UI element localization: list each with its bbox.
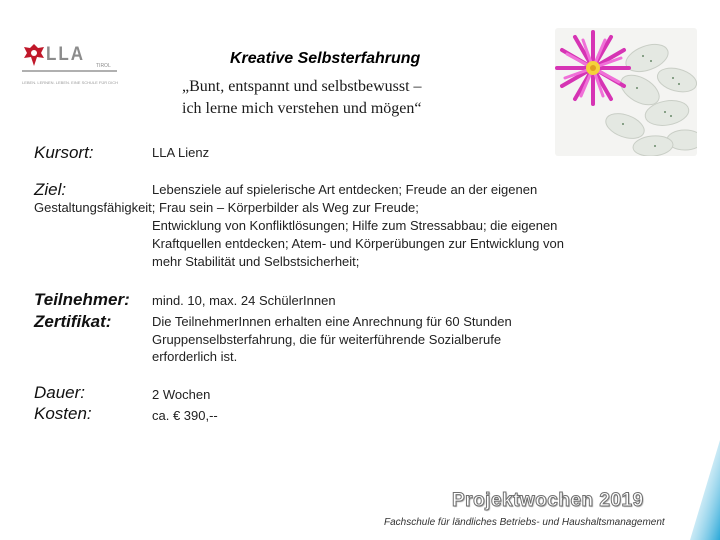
kursort-label: Kursort: — [34, 143, 94, 162]
zertifikat-label-text: Zertifikat: — [34, 312, 112, 331]
corner-accent — [690, 440, 720, 540]
zertifikat-line-2: Gruppenselbsterfahrung, die für weiterführende Sozialberufe — [152, 332, 502, 347]
kosten-value: ca. € 390,-- — [152, 408, 218, 423]
footer-title: Projektwochen 2019 — [452, 490, 644, 511]
zertifikat-label — [34, 312, 111, 332]
ziel-line-4: Kraftquellen entdecken; Atem- und Körperübungen zur Entwicklung von — [152, 236, 564, 251]
logo-divider — [22, 70, 117, 72]
zertifikat-line-3: erforderlich ist. — [152, 349, 238, 364]
subtitle-line-2: ich lerne mich verstehen und mögen“ — [182, 100, 422, 117]
page-title: Kreative Selbsterfahrung — [230, 50, 421, 67]
ziel-line-2: Gestaltungsfähigkeit; Frau sein – Körperbilder als Weg zur Freude; — [34, 200, 419, 215]
ziel-line-5: mehr Stabilität und Selbstsicherheit; — [152, 254, 360, 269]
logo-sub: TIROL — [96, 63, 111, 69]
teilnehmer-label-text: Teilnehmer: — [34, 290, 130, 309]
flower-stones-photo — [555, 28, 697, 156]
dauer-label: Dauer: — [34, 383, 86, 402]
kursort-value: LLA Lienz — [152, 145, 210, 160]
page-subtitle — [182, 76, 422, 120]
logo-caption: LEBEN. LERNEN. LEBEN. EINE SCHULE FÜR DICH — [22, 80, 119, 85]
zertifikat-line-1: Die TeilnehmerInnen erhalten eine Anrechnung für 60 Stunden — [152, 314, 512, 329]
tirol-eagle-icon — [22, 42, 46, 68]
ziel-line-1: Lebensziele auf spielerische Art entdecken; Freude an der eigenen — [152, 182, 538, 197]
ziel-line-3: Entwicklung von Konfliktlösungen; Hilfe zum Stressabbau; die eigenen — [152, 218, 558, 233]
teilnehmer-value: mind. 10, max. 24 SchülerInnen — [152, 293, 336, 308]
footer-subtitle: Fachschule für ländliches Betriebs- und Haushaltsmanagement — [384, 517, 665, 528]
teilnehmer-label — [34, 290, 130, 310]
subtitle-line-1: „Bunt, entspannt und selbstbewusst – — [182, 78, 422, 95]
logo-name: LLA — [46, 42, 86, 65]
kosten-label: Kosten: — [34, 404, 92, 423]
ziel-label: Ziel: — [34, 180, 67, 199]
dauer-value: 2 Wochen — [152, 387, 211, 402]
